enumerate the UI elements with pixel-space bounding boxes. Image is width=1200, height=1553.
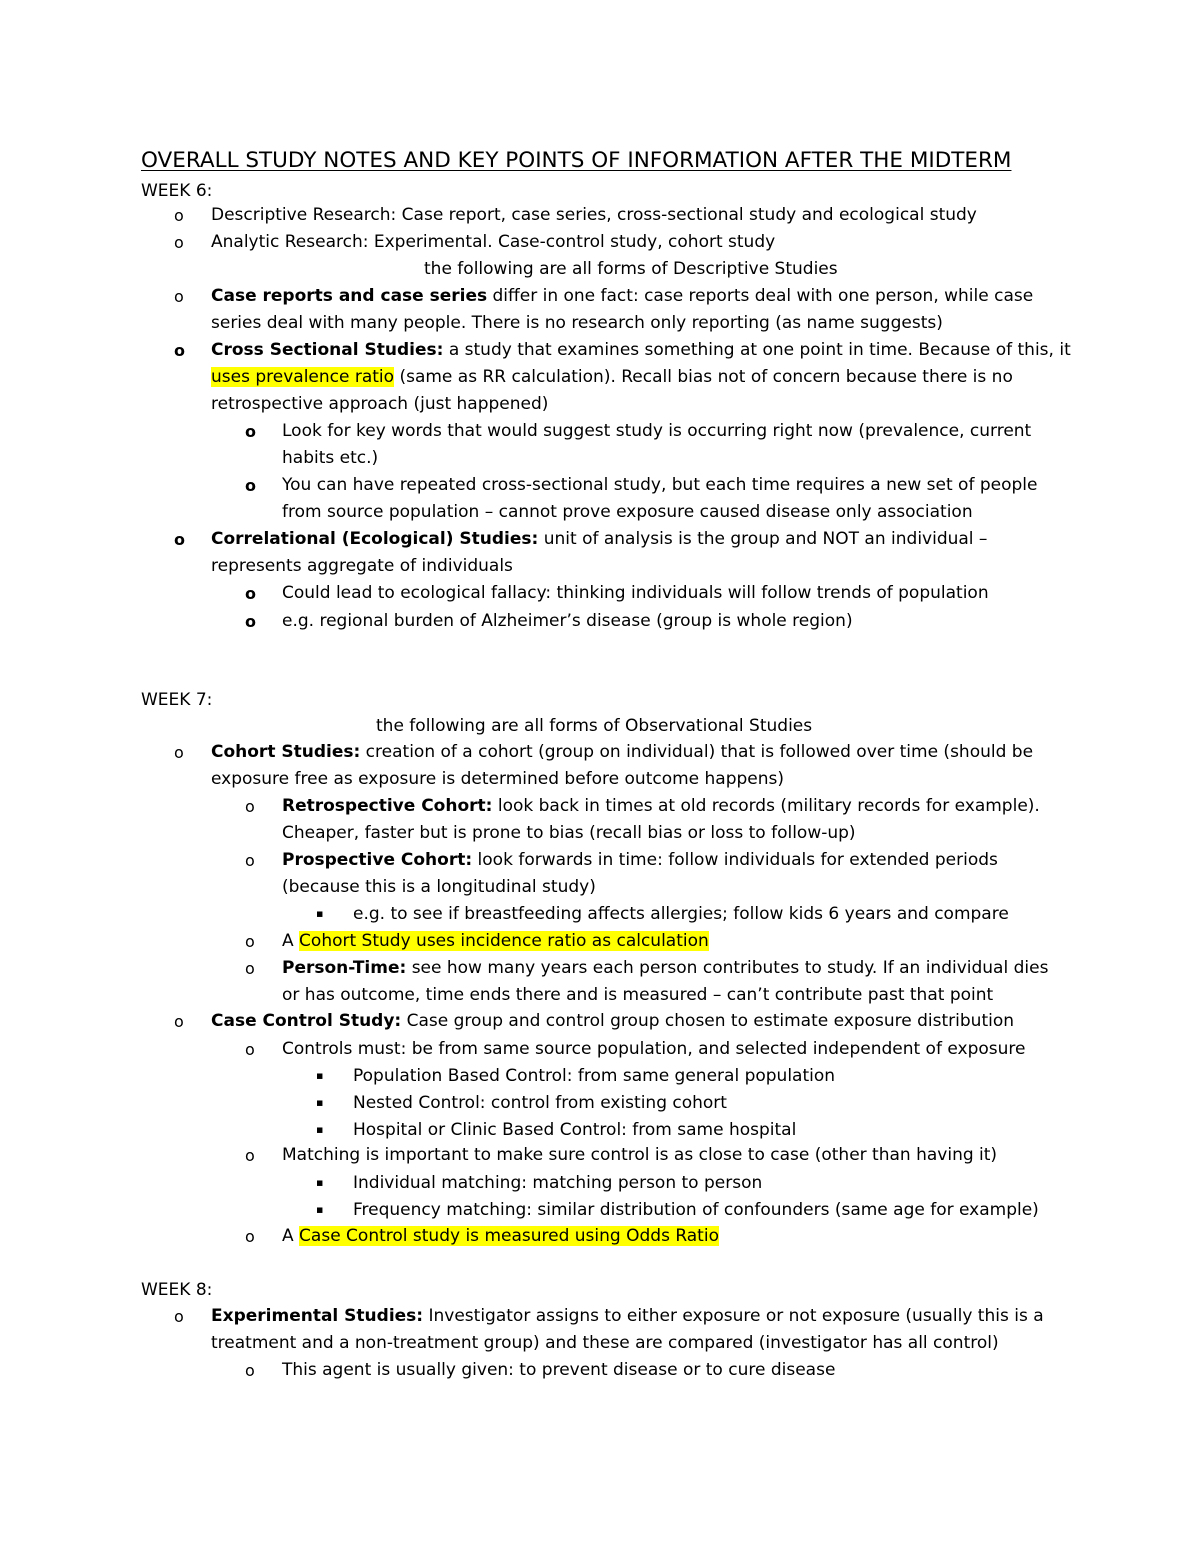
- term: Correlational (Ecological) Studies:: [211, 529, 539, 549]
- section-caption: the following are all forms of Descriptive Studies: [424, 259, 838, 279]
- list-item: [211, 1011, 1014, 1031]
- prefix: A: [282, 931, 300, 951]
- week8-heading: WEEK 8:: [141, 1280, 213, 1300]
- sub-list-item: Controls must: be from same source population, and selected independent of exposure: [282, 1039, 1026, 1059]
- week6-heading: WEEK 6:: [141, 181, 213, 201]
- document-title: OVERALL STUDY NOTES AND KEY POINTS OF INFORMATION AFTER THE MIDTERM: [141, 148, 1012, 173]
- list-item-continuation: exposure free as exposure is determined before outcome happens): [211, 769, 785, 789]
- circle-bullet-icon: o: [174, 743, 184, 762]
- circle-bullet-icon: o: [245, 476, 256, 495]
- square-bullet-icon: ▪: [316, 1096, 324, 1109]
- definition: unit of analysis is the group and NOT an individual –: [538, 529, 988, 549]
- sub-list-item: Look for key words that would suggest study is occurring right now (prevalence, current: [282, 421, 1032, 441]
- circle-bullet-icon: o: [245, 797, 255, 816]
- square-bullet-icon: ▪: [316, 907, 324, 920]
- list-item-continuation: represents aggregate of individuals: [211, 556, 513, 576]
- sub-list-item-continuation: habits etc.): [282, 448, 379, 468]
- circle-bullet-icon: o: [174, 206, 184, 225]
- list-item: [211, 1306, 1044, 1326]
- circle-bullet-icon: o: [245, 1040, 255, 1059]
- definition: creation of a cohort (group on individual) that is followed over time (should be: [360, 742, 1034, 762]
- term: Case Control Study:: [211, 1011, 402, 1031]
- term: Person-Time:: [282, 958, 407, 978]
- sub-list-item: Matching is important to make sure control is as close to case (other than having it): [282, 1145, 998, 1165]
- sub-list-item: This agent is usually given: to prevent disease or to cure disease: [282, 1360, 836, 1380]
- sub-list-item: Could lead to ecological fallacy: thinking individuals will follow trends of population: [282, 583, 989, 603]
- circle-bullet-icon: o: [245, 1227, 255, 1246]
- sub-list-item: [282, 850, 998, 870]
- term: Case reports and case series: [211, 286, 488, 306]
- circle-bullet-icon: o: [245, 932, 255, 951]
- list-item: [211, 340, 1071, 360]
- definition: differ in one fact: case reports deal with one person, while case: [487, 286, 1034, 306]
- sub-list-item: [282, 1226, 719, 1246]
- definition: (same as RR calculation). Recall bias not of concern because there is no: [394, 367, 1013, 387]
- sub-sub-list-item: Individual matching: matching person to person: [353, 1173, 763, 1193]
- list-item: [211, 742, 1033, 762]
- term: Cross Sectional Studies:: [211, 340, 444, 360]
- definition: look forwards in time: follow individuals for extended periods: [472, 850, 998, 870]
- sub-sub-list-item: Hospital or Clinic Based Control: from same hospital: [353, 1120, 797, 1140]
- sub-list-item: [282, 931, 709, 951]
- circle-bullet-icon: o: [174, 1307, 184, 1326]
- list-item: [211, 529, 987, 549]
- square-bullet-icon: ▪: [316, 1069, 324, 1082]
- highlighted-text: uses prevalence ratio: [211, 367, 395, 387]
- circle-bullet-icon: o: [174, 287, 184, 306]
- square-bullet-icon: ▪: [316, 1203, 324, 1216]
- definition: Investigator assigns to either exposure or not exposure (usually this is a: [423, 1306, 1044, 1326]
- week7-heading: WEEK 7:: [141, 690, 213, 710]
- term: Cohort Studies:: [211, 742, 361, 762]
- circle-bullet-icon: o: [174, 233, 184, 252]
- circle-bullet-icon: o: [245, 1361, 255, 1380]
- sub-sub-list-item: Population Based Control: from same general population: [353, 1066, 836, 1086]
- sub-list-item-continuation: from source population – cannot prove exposure caused disease only association: [282, 502, 973, 522]
- list-item: Analytic Research: Experimental. Case-control study, cohort study: [211, 232, 776, 252]
- list-item-continuation: treatment and a non-treatment group) and these are compared (investigator has all control): [211, 1333, 999, 1353]
- sub-list-item: You can have repeated cross-sectional study, but each time requires a new set of people: [282, 475, 1038, 495]
- sub-list-item-continuation: (because this is a longitudinal study): [282, 877, 596, 897]
- circle-bullet-icon: o: [245, 422, 256, 441]
- circle-bullet-icon: o: [174, 1012, 184, 1031]
- highlighted-text: Cohort Study uses incidence ratio as calculation: [299, 931, 709, 951]
- sub-sub-list-item: Frequency matching: similar distribution of confounders (same age for example): [353, 1200, 1039, 1220]
- list-item: [211, 286, 1033, 306]
- sub-list-item: [282, 796, 1040, 816]
- term: Experimental Studies:: [211, 1306, 424, 1326]
- sub-list-item-continuation: Cheaper, faster but is prone to bias (recall bias or loss to follow-up): [282, 823, 856, 843]
- sub-sub-list-item: e.g. to see if breastfeeding affects allergies; follow kids 6 years and compare: [353, 904, 1009, 924]
- definition: a study that examines something at one point in time. Because of this, it: [443, 340, 1071, 360]
- definition: look back in times at old records (military records for example).: [492, 796, 1040, 816]
- square-bullet-icon: ▪: [316, 1176, 324, 1189]
- prefix: A: [282, 1226, 300, 1246]
- list-item: Descriptive Research: Case report, case series, cross-sectional study and ecological study: [211, 205, 977, 225]
- list-item-continuation: retrospective approach (just happened): [211, 394, 549, 414]
- circle-bullet-icon: o: [245, 584, 256, 603]
- section-caption: the following are all forms of Observational Studies: [376, 716, 813, 736]
- definition: see how many years each person contributes to study. If an individual dies: [406, 958, 1049, 978]
- circle-bullet-icon: o: [174, 530, 185, 549]
- list-item-continuation: [211, 367, 1013, 387]
- sub-sub-list-item: Nested Control: control from existing cohort: [353, 1093, 727, 1113]
- highlighted-text: Case Control study is measured using Odds Ratio: [299, 1226, 719, 1246]
- circle-bullet-icon: o: [245, 851, 255, 870]
- sub-list-item-continuation: or has outcome, time ends there and is measured – can’t contribute past that point: [282, 985, 994, 1005]
- circle-bullet-icon: o: [245, 1146, 255, 1165]
- list-item-continuation: series deal with many people. There is no research only reporting (as name suggests): [211, 313, 943, 333]
- sub-list-item: e.g. regional burden of Alzheimer’s disease (group is whole region): [282, 611, 853, 631]
- square-bullet-icon: ▪: [316, 1123, 324, 1136]
- definition: Case group and control group chosen to estimate exposure distribution: [401, 1011, 1015, 1031]
- circle-bullet-icon: o: [245, 612, 256, 631]
- circle-bullet-icon: o: [245, 959, 255, 978]
- term: Retrospective Cohort:: [282, 796, 493, 816]
- sub-list-item: [282, 958, 1048, 978]
- term: Prospective Cohort:: [282, 850, 473, 870]
- circle-bullet-icon: o: [174, 341, 185, 360]
